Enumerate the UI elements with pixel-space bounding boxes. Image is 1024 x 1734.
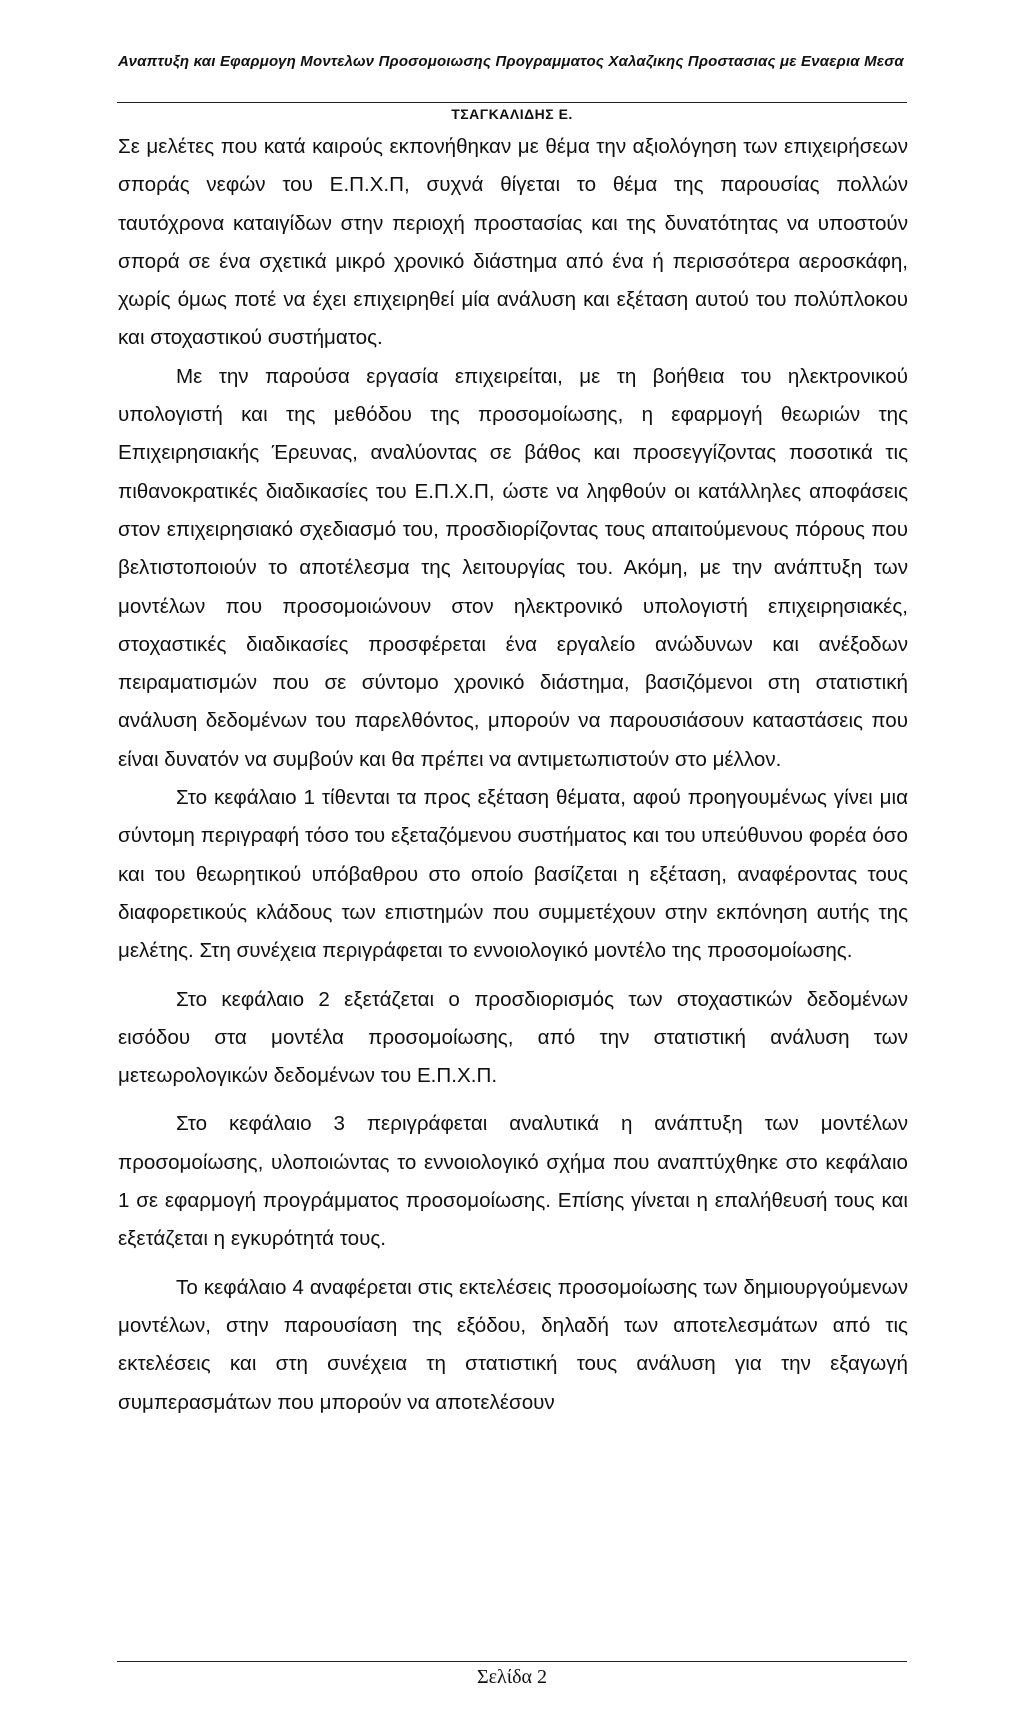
footer-divider (117, 1661, 907, 1662)
paragraph-5: Στο κεφάλαιο 3 περιγράφεται αναλυτικά η ανάπτυξη των μοντέλων προσομοίωσης, υλοποιώντας το εννοιολογικό σχήμα που αναπτύχθηκε στο κεφάλαιο 1 σε εφαρμογή προγράμματος προσομοίωσης. Επίσης γίνεται η επαλήθευσή τους και εξετάζεται η εγκυρότητά τους. (118, 1112, 908, 1251)
running-header-title: Αναπτυξη και Εφαρμογη Μοντελων Προσομοιωσης Προγραμματος Χαλαζικης Προστασιας με Εναερια Μεσα (118, 53, 904, 70)
running-header-author: ΤΣΑΓΚΑΛΙΔΗΣ Ε. (451, 106, 573, 122)
paragraph-4: Στο κεφάλαιο 2 εξετάζεται ο προσδιορισμός των στοχαστικών δεδομένων εισόδου στα μοντέλα προσομοίωσης, από την στατιστική ανάλυση των μετεωρολογικών δεδομένων του Ε.Π.Χ.Π. (118, 987, 908, 1088)
paragraph-2: Με την παρούσα εργασία επιχειρείται, με τη βοήθεια του ηλεκτρονικού υπολογιστή και της μεθόδου της προσομοίωσης, η εφαρμογή θεωριών της Επιχειρησιακής Έρευνας, αναλύοντας σε βάθος και προσεγγίζοντας ποσοτικά τις πιθανοκρατικές διαδικασίες του Ε.Π.Χ.Π, ώστε να ληφθούν οι κατάλληλες αποφάσεις στον επιχειρησιακό σχεδιασμό του, προσδιορίζοντας τους απαιτούμενους πόρους που βελτιστοποιούν το αποτέλεσμα της λειτουργίας του. Ακόμη, με την ανάπτυξη των μοντέλων που προσομοιώνουν στον ηλεκτρονικό υπολογιστή επιχειρησιακές, στοχαστικές διαδικασίες προσφέρεται ένα εργαλείο ανώδυνων και ανέξοδων πειραματισμών που σε σύντομο χρονικό διάστημα, βασιζόμενοι στη στατιστική ανάλυση δεδομένων του παρελθόντος, μπορούν να παρουσιάσουν καταστάσεις που είναι δυνατόν να συμβούν και θα πρέπει να αντιμετωπιστούν στο μέλλον. (118, 364, 908, 771)
page-number: Σελίδα 2 (476, 1666, 548, 1688)
header-divider (117, 102, 907, 103)
paragraph-3: Στο κεφάλαιο 1 τίθενται τα προς εξέταση θέματα, αφού προηγουμένως γίνει μια σύντομη περιγραφή τόσο του εξεταζόμενου συστήματος και του υπεύθυνου φορέα όσο και του θεωρητικού υπόβαθρου στο οποίο βασίζεται η εξέταση, αναφέροντας τους διαφορετικούς κλάδους των επιστημών που συμμετέχουν στην εκπόνηση αυτής της μελέτης. Στη συνέχεια περιγράφεται το εννοιολογικό μοντέλο της προσομοίωσης. (118, 786, 908, 963)
paragraph-6: Το κεφάλαιο 4 αναφέρεται στις εκτελέσεις προσομοίωσης των δημιουργούμενων μοντέλων, στην παρουσίαση της εξόδου, δηλαδή των αποτελεσμάτων από τις εκτελέσεις και στη συνέχεια τη στατιστική τους ανάλυση για την εξαγωγή συμπερασμάτων που μπορούν να αποτελέσουν (118, 1275, 908, 1414)
main-text (118, 128, 908, 1422)
paragraph-1: Σε μελέτες που κατά καιρούς εκπονήθηκαν με θέμα την αξιολόγηση των επιχειρήσεων σποράς νεφών του Ε.Π.Χ.Π, συχνά θίγεται το θέμα της παρουσίας πολλών ταυτόχρονα καταιγίδων στην περιοχή προστασίας και της δυνατότητας να υποστούν σπορά σε ένα σχετικά μικρό χρονικό διάστημα από ένα ή περισσότερα αεροσκάφη, χωρίς όμως ποτέ να έχει επιχειρηθεί μία ανάλυση και εξέταση αυτού του πολύπλοκου και στοχαστικού συστήματος. (118, 135, 908, 350)
